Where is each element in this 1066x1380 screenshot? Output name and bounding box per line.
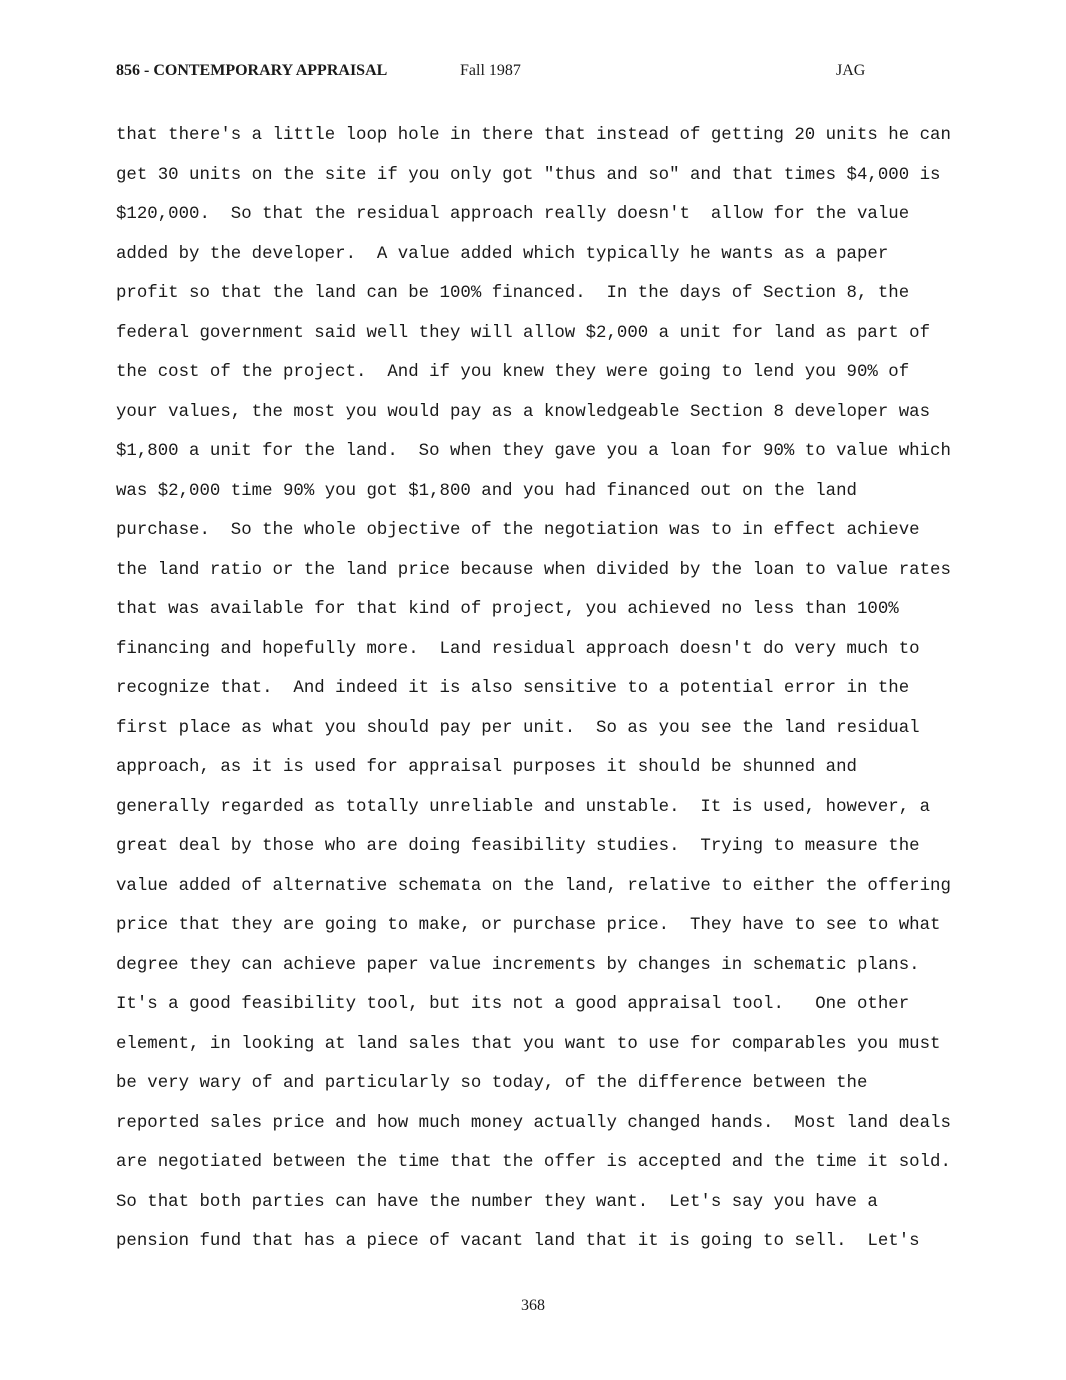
text-line: federal government said well they will allow $2,000 a unit for land as part of	[116, 323, 931, 343]
text-line: element, in looking at land sales that you want to use for comparables you must	[116, 1034, 941, 1054]
text-line: degree they can achieve paper value increments by changes in schematic plans.	[116, 955, 920, 975]
text-line: reported sales price and how much money actually changed hands. Most land deals	[116, 1113, 951, 1133]
text-line: recognize that. And indeed it is also sensitive to a potential error in the	[116, 679, 910, 698]
text-line: first place as what you should pay per unit. So as you see the land residual	[116, 718, 920, 738]
text-line: financing and hopefully more. Land residual approach doesn't do very much to	[116, 639, 920, 659]
text-line: pension fund that has a piece of vacant land that it is going to sell. Let's	[116, 1232, 920, 1251]
text-line: price that they are going to make, or purchase price. They have to see to what	[116, 916, 941, 935]
text-line: your values, the most you would pay as a knowledgeable Section 8 developer was	[116, 402, 931, 422]
transcript-body	[116, 116, 966, 1262]
text-line: So that both parties can have the number they want. Let's say you have a	[116, 1192, 878, 1212]
text-line: $1,800 a unit for the land. So when they gave you a loan for 90% to value which	[116, 442, 951, 461]
page-number: 368	[521, 1297, 545, 1314]
text-line: purchase. So the whole objective of the negotiation was to in effect achieve	[116, 521, 920, 540]
text-line: It's a good feasibility tool, but its not a good appraisal tool. One other	[116, 995, 910, 1014]
text-line: value added of alternative schemata on the land, relative to either the offering	[116, 876, 951, 896]
text-line: be very wary of and particularly so today, of the difference between the	[116, 1074, 868, 1093]
text-line: the land ratio or the land price because when divided by the loan to value rates	[116, 560, 951, 580]
text-line: $120,000. So that the residual approach really doesn't allow for the value	[116, 205, 910, 224]
text-line: profit so that the land can be 100% financed. In the days of Section 8, the	[116, 284, 910, 303]
text-line: get 30 units on the site if you only got "thus and so" and that times $4,000 is	[116, 165, 941, 185]
text-line: that was available for that kind of project, you achieved no less than 100%	[116, 600, 899, 619]
course-title: 856 - CONTEMPORARY APPRAISAL	[116, 62, 388, 79]
text-line: great deal by those who are doing feasibility studies. Trying to measure the	[116, 837, 920, 856]
term-label: Fall 1987	[460, 62, 521, 79]
text-line: added by the developer. A value added which typically he wants as a paper	[116, 244, 889, 264]
author-initials: JAG	[836, 62, 866, 79]
text-line: was $2,000 time 90% you got $1,800 and you had financed out on the land	[116, 481, 857, 501]
text-line: generally regarded as totally unreliable and unstable. It is used, however, a	[116, 797, 931, 817]
text-line: that there's a little loop hole in there that instead of getting 20 units he can	[116, 126, 951, 145]
text-line: approach, as it is used for appraisal purposes it should be shunned and	[116, 758, 857, 777]
text-line: the cost of the project. And if you knew they were going to lend you 90% of	[116, 363, 910, 382]
page-header	[116, 62, 956, 84]
text-line: are negotiated between the time that the offer is accepted and the time it sold.	[116, 1153, 951, 1172]
